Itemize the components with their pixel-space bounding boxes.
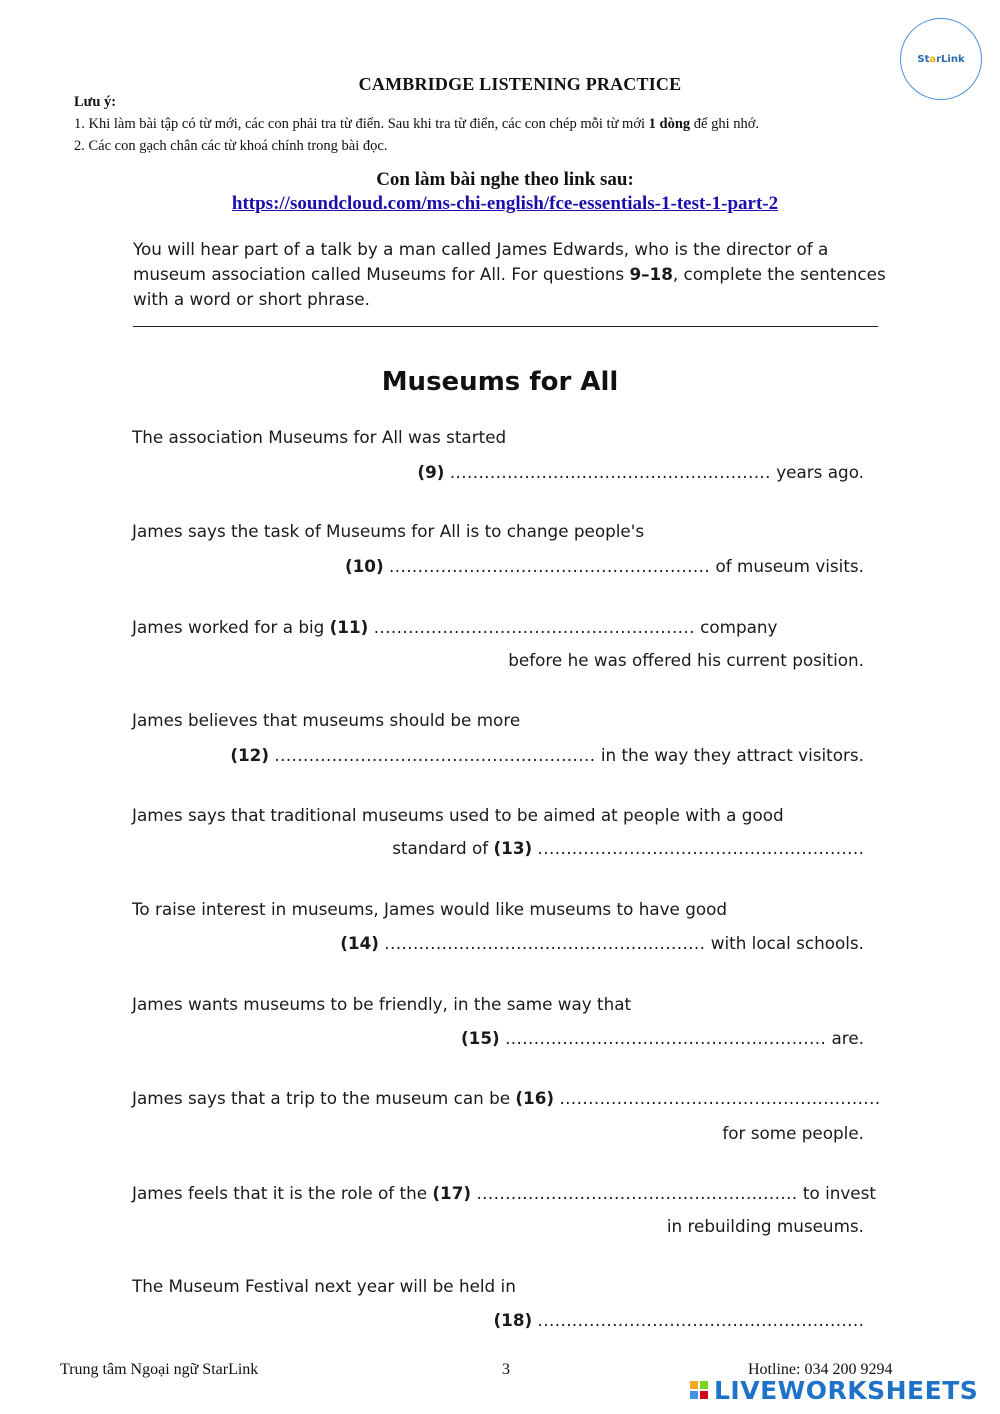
q9-answer-line xyxy=(417,462,864,482)
q16-line2: for some people. xyxy=(722,1123,864,1143)
q17-after: to invest xyxy=(797,1183,876,1203)
q13-number: (13) xyxy=(493,838,533,858)
q17-line2: in rebuilding museums. xyxy=(666,1216,864,1236)
note1-text-b: để ghi nhớ. xyxy=(690,116,760,132)
q15-answer-line xyxy=(461,1028,864,1048)
q9-number: (9) xyxy=(417,462,445,482)
q16-answer-blank[interactable]: ........................................................ xyxy=(559,1088,881,1108)
q10-number: (10) xyxy=(344,556,384,576)
q11-after: company xyxy=(694,617,778,637)
logo-text-a: St xyxy=(917,53,930,65)
q15-answer-blank[interactable]: ........................................................ xyxy=(505,1028,827,1048)
q14-line1: To raise interest in museums, James would like museums to have good xyxy=(132,899,728,919)
liveworksheets-blocks-icon xyxy=(690,1381,708,1399)
q12-after: in the way they attract visitors. xyxy=(595,745,864,765)
page-number: 3 xyxy=(502,1361,510,1378)
q17-before: James feels that it is the role of the xyxy=(132,1183,433,1203)
q15-after: are. xyxy=(826,1028,864,1048)
q11-before: James worked for a big xyxy=(132,617,330,637)
q13-line1: James says that traditional museums used to be aimed at people with a good xyxy=(132,805,784,825)
q14-answer-blank[interactable]: ........................................................ xyxy=(384,933,706,953)
logo-text-b: rLink xyxy=(936,53,965,65)
logo-star-letter: a xyxy=(929,53,937,65)
section-title: Museums for All xyxy=(381,367,619,397)
q11-number: (11) xyxy=(329,617,369,637)
note-line-2: 2. Các con gạch chân các từ khoá chính trong bài đọc. xyxy=(74,138,388,154)
note1-text-a: 1. Khi làm bài tập có từ mới, các con phải tra từ điển. Sau khi tra từ điển, các con chép mỗi từ mới xyxy=(74,116,649,132)
q18-number: (18) xyxy=(493,1310,533,1330)
q10-line1: James says the task of Museums for All is to change people's xyxy=(132,521,645,541)
q15-number: (15) xyxy=(461,1028,500,1048)
q17-answer-line xyxy=(132,1183,876,1203)
q14-answer-line xyxy=(340,933,864,953)
instructions xyxy=(133,237,893,312)
liveworksheets-brand: LIVEWORKSHEETS xyxy=(714,1375,979,1405)
divider xyxy=(133,326,878,327)
q16-before: James says that a trip to the museum can be xyxy=(132,1088,516,1108)
q12-number: (12) xyxy=(230,745,270,765)
link-heading: Con làm bài nghe theo link sau: xyxy=(376,169,634,190)
q10-after: of museum visits. xyxy=(710,556,864,576)
q9-line1: The association Museums for All was started xyxy=(132,427,507,447)
q11-line2: before he was offered his current position. xyxy=(508,650,864,670)
note-line-1 xyxy=(74,116,759,133)
q15-line1: James wants museums to be friendly, in the same way that xyxy=(132,994,632,1014)
question-range: 9–18 xyxy=(629,264,673,284)
q17-answer-blank[interactable]: ........................................................ xyxy=(476,1183,798,1203)
q9-answer-blank[interactable]: ........................................................ xyxy=(449,462,771,482)
q16-number: (16) xyxy=(515,1088,555,1108)
hotline: Hotline: 034 200 9294 xyxy=(748,1361,893,1378)
note1-bold: 1 dòng xyxy=(648,116,691,132)
q13-answer-blank[interactable]: ........................................................ xyxy=(537,838,859,858)
q18-answer-line xyxy=(493,1310,864,1330)
q18-line1: The Museum Festival next year will be held in xyxy=(132,1276,516,1296)
q9-after: years ago. xyxy=(770,462,864,482)
q13-after: . xyxy=(858,838,864,858)
intro-text-b: , complete the sentences with a word or short phrase. xyxy=(133,264,886,309)
note-label: Lưu ý: xyxy=(74,94,117,110)
q12-answer-line xyxy=(230,745,864,765)
q18-answer-blank[interactable]: ........................................................ xyxy=(537,1310,859,1330)
q16-answer-line xyxy=(132,1088,881,1108)
q14-number: (14) xyxy=(340,933,379,953)
q11-answer-line xyxy=(132,617,778,637)
page-title: CAMBRIDGE LISTENING PRACTICE xyxy=(358,74,682,94)
q10-answer-line xyxy=(345,556,864,576)
q12-line1: James believes that museums should be more xyxy=(132,710,521,730)
footer-center-name: Trung tâm Ngoại ngữ StarLink xyxy=(60,1361,259,1378)
q10-answer-blank[interactable]: ........................................................ xyxy=(389,556,711,576)
q13-before: standard of xyxy=(392,838,494,858)
q17-number: (17) xyxy=(432,1183,472,1203)
q11-answer-blank[interactable]: ........................................................ xyxy=(373,617,695,637)
q13-answer-line xyxy=(392,838,864,858)
q12-answer-blank[interactable]: ........................................................ xyxy=(274,745,596,765)
soundcloud-link[interactable]: https://soundcloud.com/ms-chi-english/fce-essentials-1-test-1-part-2 xyxy=(231,193,779,214)
intro-text-a: You will hear part of a talk by a man called James Edwards, who is the director of a museum association called Museums for All. For questions xyxy=(133,239,829,284)
liveworksheets-logo xyxy=(690,1376,978,1404)
q18-after: . xyxy=(858,1310,864,1330)
q14-after: with local schools. xyxy=(705,933,864,953)
